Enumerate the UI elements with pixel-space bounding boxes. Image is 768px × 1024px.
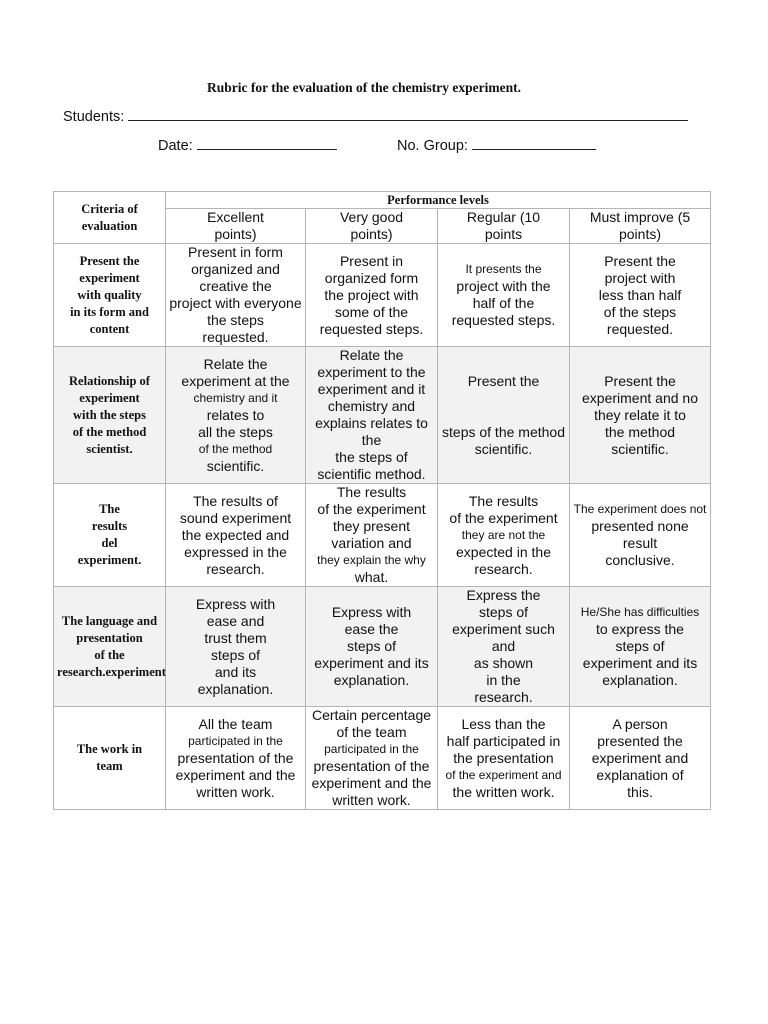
cell-line: presented none xyxy=(591,518,689,534)
cell-line: what. xyxy=(354,569,389,585)
level-line: points) xyxy=(214,226,257,242)
cell-line: the project with xyxy=(324,286,419,303)
cell-line: experiment to the experiment and it xyxy=(317,364,426,397)
cell-line: experiment and its xyxy=(314,655,429,671)
cell-line: ease and xyxy=(206,612,265,629)
rubric-cell xyxy=(166,587,306,707)
rubric-table xyxy=(53,191,711,810)
cell-line: chemistry and explains relates to the xyxy=(315,398,428,448)
rubric-cell xyxy=(166,347,306,484)
cell-line: the written work. xyxy=(452,783,555,800)
level-excellent xyxy=(166,209,306,244)
cell-line: research. xyxy=(474,689,533,705)
cell-line: they relate it to xyxy=(594,406,686,423)
rubric-cell xyxy=(166,707,306,810)
cell-line: presentation of the xyxy=(177,749,294,766)
table-row xyxy=(54,707,711,810)
cell-line: they explain the why xyxy=(317,553,426,567)
cell-line: organized form xyxy=(324,269,419,286)
cell-line: presentation of the xyxy=(313,758,430,774)
criteria-line: team xyxy=(96,759,123,773)
cell-line: requested. xyxy=(202,329,269,345)
group-label: No. Group: xyxy=(397,138,468,154)
criteria-header-line: evaluation xyxy=(81,218,138,233)
rubric-cell xyxy=(570,484,711,587)
cell-line: as shown xyxy=(473,655,534,671)
criteria-line: experiment xyxy=(79,270,140,285)
cell-line: scientific method. xyxy=(317,466,426,482)
cell-line: half of the xyxy=(472,295,535,311)
cell-line: the presentation xyxy=(453,749,554,766)
cell-line: experiment and no xyxy=(582,389,698,406)
criteria-header-line: Criteria of xyxy=(81,201,138,216)
cell-line: research. xyxy=(474,560,533,577)
cell-line: chemistry and it xyxy=(193,390,278,405)
cell-line: in the xyxy=(486,672,521,688)
cell-line: the method xyxy=(604,423,676,440)
criteria-line: The work in xyxy=(76,742,143,756)
cell-line: The results of xyxy=(193,492,278,509)
cell-line: Express with xyxy=(195,595,276,612)
cell-line: experiment at the xyxy=(181,372,290,389)
cell-line: experiment such and xyxy=(452,621,555,654)
cell-line: project with xyxy=(604,269,676,286)
cell-line: the expected and xyxy=(181,526,290,543)
level-regular xyxy=(438,209,570,244)
rubric-cell xyxy=(166,244,306,347)
cell-line: organized and xyxy=(191,261,280,277)
rubric-cell xyxy=(438,484,570,587)
criteria-line: The xyxy=(99,502,120,516)
level-must-improve xyxy=(570,209,711,244)
cell-line xyxy=(441,407,566,424)
cell-line: explanation. xyxy=(197,680,274,697)
cell-line: of the experiment xyxy=(449,509,558,526)
cell-line: scientific. xyxy=(206,457,265,474)
criteria-cell xyxy=(54,347,166,484)
criteria-line: Relationship of xyxy=(69,373,150,388)
group-blank-line[interactable] xyxy=(472,135,596,150)
rubric-cell xyxy=(570,347,711,484)
cell-line: Certain percentage xyxy=(311,707,432,723)
cell-line: Express with xyxy=(331,604,412,620)
table-row xyxy=(54,244,711,347)
cell-line: steps of xyxy=(478,604,529,620)
cell-line: the steps of xyxy=(335,449,408,465)
level-line: Must improve (5 xyxy=(589,209,691,225)
rubric-cell xyxy=(306,347,438,484)
rubric-cell xyxy=(166,484,306,587)
students-field xyxy=(63,106,688,125)
cell-line: requested steps. xyxy=(319,320,424,337)
criteria-line: del xyxy=(101,536,118,550)
cell-line: A person xyxy=(612,715,668,732)
cell-line: sound experiment xyxy=(179,509,292,526)
cell-line: less than half xyxy=(598,286,682,303)
criteria-line: with the steps xyxy=(73,407,146,422)
cell-line: all the steps xyxy=(198,423,273,440)
cell-line: and its xyxy=(214,663,257,680)
cell-line: result xyxy=(622,535,658,551)
cell-line: participated in the xyxy=(324,742,419,756)
criteria-line: of the xyxy=(94,647,125,662)
cell-line: participated in the xyxy=(188,733,283,748)
cell-line: scientific. xyxy=(474,440,533,457)
criteria-cell xyxy=(54,244,166,347)
cell-line: written work. xyxy=(332,792,411,808)
cell-line: scientific. xyxy=(611,440,669,457)
cell-line: All the team xyxy=(198,715,273,732)
criteria-cell xyxy=(54,587,166,707)
criteria-line: experiment. xyxy=(77,553,142,567)
level-line: points) xyxy=(350,226,393,242)
cell-line: Relate the xyxy=(203,355,268,372)
cell-line: this. xyxy=(627,783,653,800)
rubric-cell xyxy=(570,707,711,810)
table-row xyxy=(54,484,711,587)
cell-line: project with everyone xyxy=(169,295,302,311)
date-field xyxy=(158,135,337,154)
cell-line: to express the xyxy=(596,621,684,637)
performance-levels-header: Performance levels xyxy=(166,192,711,209)
cell-line: experiment and its xyxy=(582,655,698,671)
rubric-cell xyxy=(438,244,570,347)
cell-line: experiment and xyxy=(591,749,689,766)
cell-line: steps of xyxy=(210,646,261,663)
criteria-cell xyxy=(54,484,166,587)
cell-line xyxy=(441,390,566,407)
cell-line: some of the xyxy=(334,303,409,320)
level-line: Excellent xyxy=(207,209,264,225)
rubric-cell xyxy=(438,707,570,810)
cell-line: requested. xyxy=(606,320,674,337)
cell-line: of the experiment and xyxy=(445,767,562,782)
rubric-cell xyxy=(306,707,438,810)
cell-line: The results xyxy=(468,492,539,509)
date-label: Date: xyxy=(158,138,193,154)
cell-line: He/She has difficulties xyxy=(580,605,700,619)
table-row xyxy=(54,347,711,484)
criteria-line: results xyxy=(91,519,128,533)
rubric-cell xyxy=(306,484,438,587)
criteria-header xyxy=(54,192,166,244)
students-blank-line[interactable] xyxy=(128,106,688,121)
cell-line: Present the xyxy=(604,252,676,269)
cell-line: requested steps. xyxy=(451,312,556,328)
criteria-line: of the method xyxy=(72,424,147,439)
rubric-cell xyxy=(438,347,570,484)
rubric-cell xyxy=(570,587,711,707)
criteria-line: scientist. xyxy=(86,441,133,456)
cell-line: steps of xyxy=(346,638,397,654)
cell-line: Present the xyxy=(467,372,540,389)
cell-line: presented the xyxy=(597,732,683,749)
level-very-good xyxy=(306,209,438,244)
cell-line: Present in form xyxy=(188,244,283,260)
cell-line: experiment and the xyxy=(175,766,296,783)
cell-line: they present xyxy=(332,518,411,534)
cell-line: creative the xyxy=(199,278,272,294)
rubric-cell xyxy=(438,587,570,707)
cell-line: The results xyxy=(336,484,407,500)
table-row xyxy=(54,587,711,707)
cell-line: of the experiment xyxy=(317,501,426,517)
cell-line: steps of the method xyxy=(442,423,565,440)
level-line: Regular (10 xyxy=(466,209,541,225)
level-line: points) xyxy=(618,226,662,242)
criteria-line: The language and xyxy=(61,613,158,628)
cell-line: conclusive. xyxy=(605,552,675,568)
criteria-line: research.experiment xyxy=(57,664,166,679)
criteria-line: presentation xyxy=(76,630,143,645)
criteria-line: with quality xyxy=(77,287,142,302)
cell-line: explanation. xyxy=(333,672,410,688)
level-line: points xyxy=(484,226,523,242)
cell-line: relates to xyxy=(206,406,265,423)
cell-line: the steps xyxy=(207,312,264,328)
criteria-line: experiment xyxy=(79,390,140,405)
criteria-cell xyxy=(54,707,166,810)
cell-line: It presents the xyxy=(465,262,542,276)
rubric-cell xyxy=(570,244,711,347)
cell-line: expected in the xyxy=(456,543,551,560)
criteria-line: Present the xyxy=(79,253,140,268)
criteria-line: in its form and xyxy=(70,304,149,319)
cell-line: steps of xyxy=(615,638,665,654)
cell-line: explanation. xyxy=(602,672,678,688)
document-title: Rubric for the evaluation of the chemistry experiment. xyxy=(207,80,521,95)
cell-line: research. xyxy=(206,560,265,577)
group-field xyxy=(397,135,596,154)
cell-line: explanation of xyxy=(596,766,684,783)
cell-line: trust them xyxy=(204,629,267,646)
cell-line: variation and xyxy=(331,535,412,551)
cell-line: Present in xyxy=(339,252,404,269)
level-line: Very good xyxy=(339,209,404,225)
cell-line: Relate the xyxy=(339,347,404,363)
cell-line: of the steps xyxy=(603,303,677,320)
date-blank-line[interactable] xyxy=(197,135,337,150)
cell-line: of the team xyxy=(336,724,407,740)
criteria-line: content xyxy=(89,321,130,336)
cell-line: Less than the xyxy=(461,715,546,732)
cell-line: experiment and the xyxy=(311,775,432,791)
cell-line: half participated in xyxy=(446,732,561,749)
cell-line: expressed in the xyxy=(184,543,287,560)
cell-line: The experiment does not xyxy=(573,502,707,516)
rubric-cell xyxy=(306,244,438,347)
students-label: Students: xyxy=(63,109,125,125)
cell-line: of the method xyxy=(198,441,273,456)
rubric-cell xyxy=(306,587,438,707)
cell-line: Express the xyxy=(466,587,541,603)
cell-line: they are not the xyxy=(461,527,546,542)
cell-line: written work. xyxy=(196,783,275,800)
cell-line: project with the xyxy=(456,278,551,294)
cell-line: ease the xyxy=(344,621,399,637)
cell-line: Present the xyxy=(604,372,676,389)
